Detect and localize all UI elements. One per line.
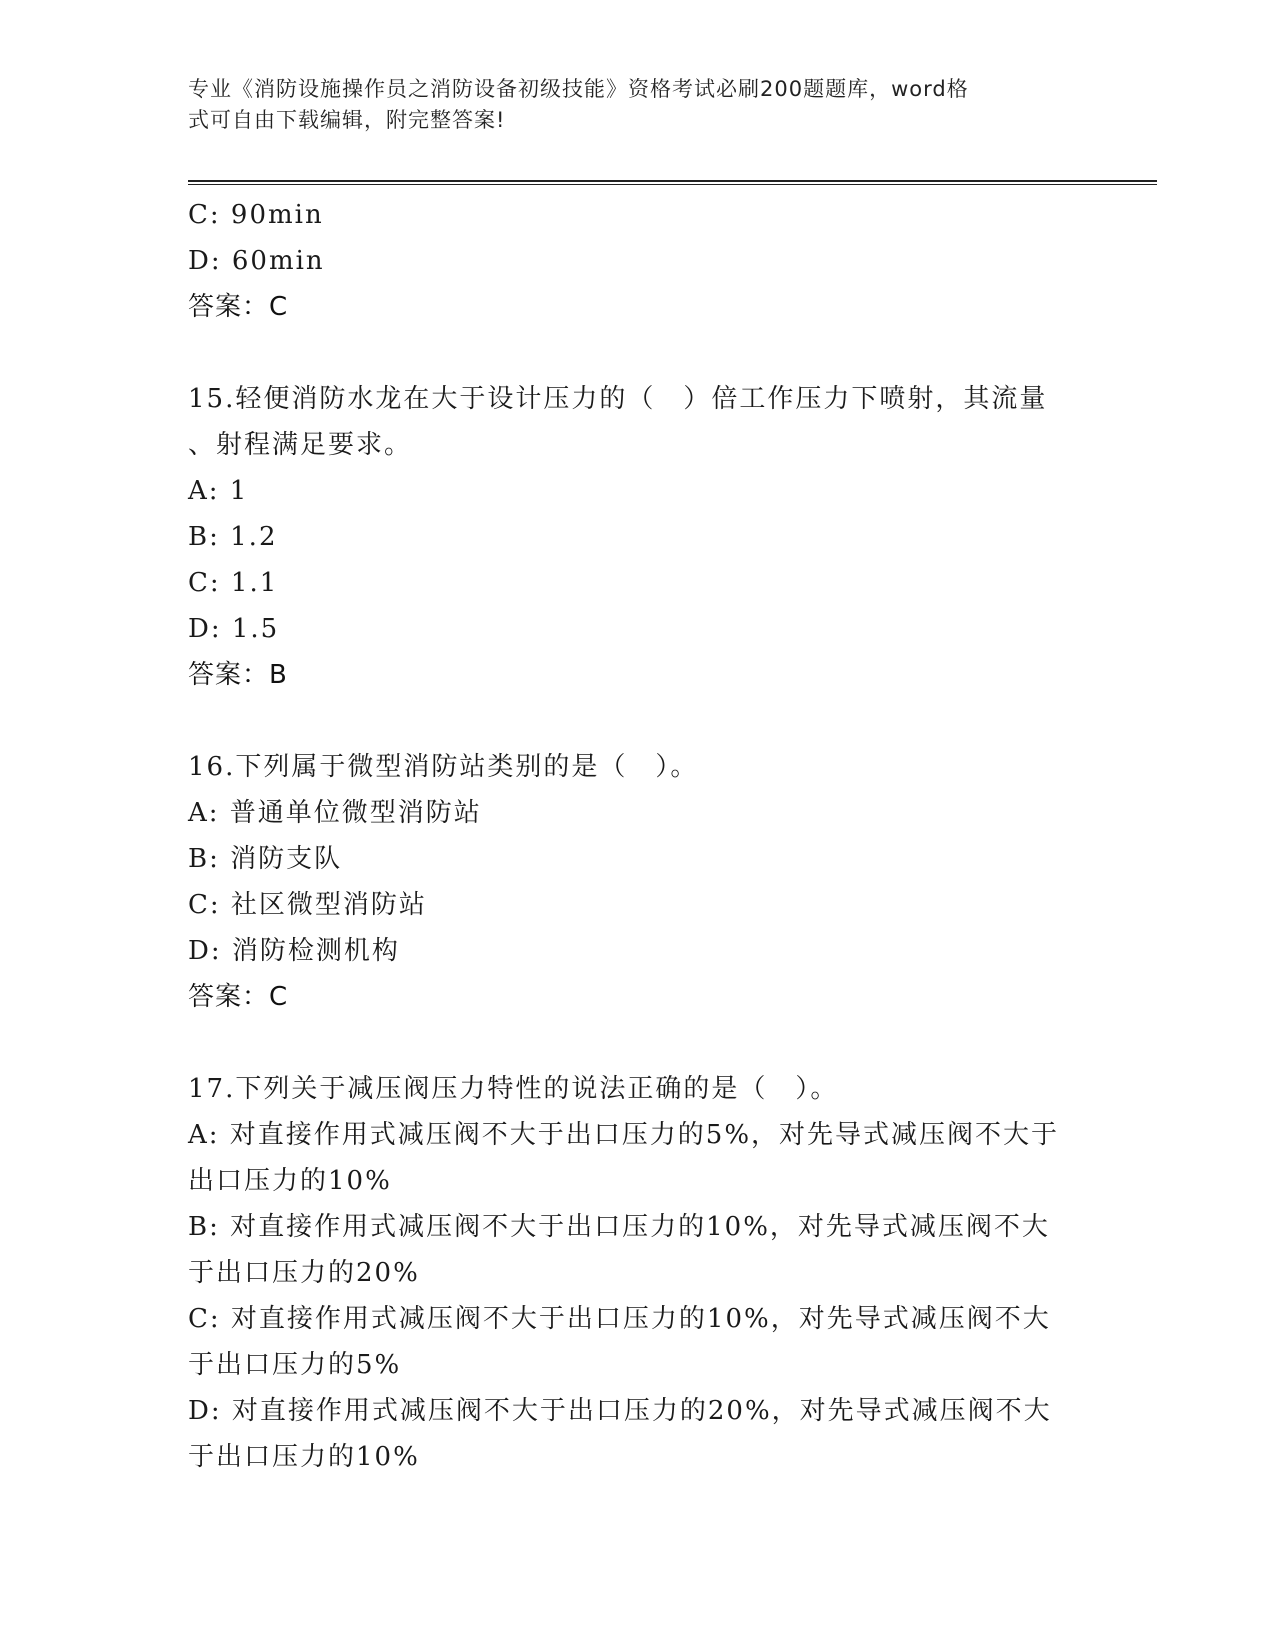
q17-stem: 17.下列关于减压阀压力特性的说法正确的是（ ）。	[188, 1074, 839, 1104]
question-content	[188, 192, 1088, 1480]
q16-option-a: A: 普通单位微型消防站	[188, 798, 482, 828]
q15-stem-line-1: 15.轻便消防水龙在大于设计压力的（ ）倍工作压力下喷射，其流量	[188, 384, 1048, 414]
header-line-2: 式可自由下载编辑，附完整答案!	[188, 108, 506, 132]
q17-option-a-line-1: A: 对直接作用式减压阀不大于出口压力的5%，对先导式减压阀不大于	[188, 1120, 1060, 1150]
spacer	[188, 330, 1088, 376]
q17-option-d-line-1: D: 对直接作用式减压阀不大于出口压力的20%，对先导式减压阀不大	[188, 1396, 1052, 1426]
q17-option-c-line-1: C: 对直接作用式减压阀不大于出口压力的10%，对先导式减压阀不大	[188, 1304, 1051, 1334]
header-divider-thin	[188, 184, 1157, 185]
q16-option-d: D: 消防检测机构	[188, 936, 400, 966]
q17-option-a-line-2: 出口压力的10%	[188, 1166, 392, 1196]
prev-option-c: C: 90min	[188, 200, 324, 230]
q16-option-c: C: 社区微型消防站	[188, 890, 427, 920]
document-header	[188, 74, 1068, 136]
header-line-1: 专业《消防设施操作员之消防设备初级技能》资格考试必刷200题题库，word格	[188, 77, 969, 101]
q17-option-b-line-2: 于出口压力的20%	[188, 1258, 420, 1288]
q15-option-c: C: 1.1	[188, 568, 279, 598]
q16-answer: 答案：C	[188, 982, 289, 1012]
q15-option-b: B: 1.2	[188, 522, 278, 552]
prev-option-d: D: 60min	[188, 246, 325, 276]
q16-option-b: B: 消防支队	[188, 844, 343, 874]
q17-option-b-line-1: B: 对直接作用式减压阀不大于出口压力的10%，对先导式减压阀不大	[188, 1212, 1050, 1242]
header-divider-thick	[188, 180, 1157, 182]
q15-answer: 答案：B	[188, 660, 288, 690]
spacer	[188, 1020, 1088, 1066]
q17-option-d-line-2: 于出口压力的10%	[188, 1442, 420, 1472]
q15-option-a: A: 1	[188, 476, 249, 506]
q15-option-d: D: 1.5	[188, 614, 280, 644]
spacer	[188, 698, 1088, 744]
prev-answer: 答案：C	[188, 292, 289, 322]
q15-stem-line-2: 、射程满足要求。	[188, 430, 413, 460]
q16-stem: 16.下列属于微型消防站类别的是（ ）。	[188, 752, 699, 782]
q17-option-c-line-2: 于出口压力的5%	[188, 1350, 402, 1380]
